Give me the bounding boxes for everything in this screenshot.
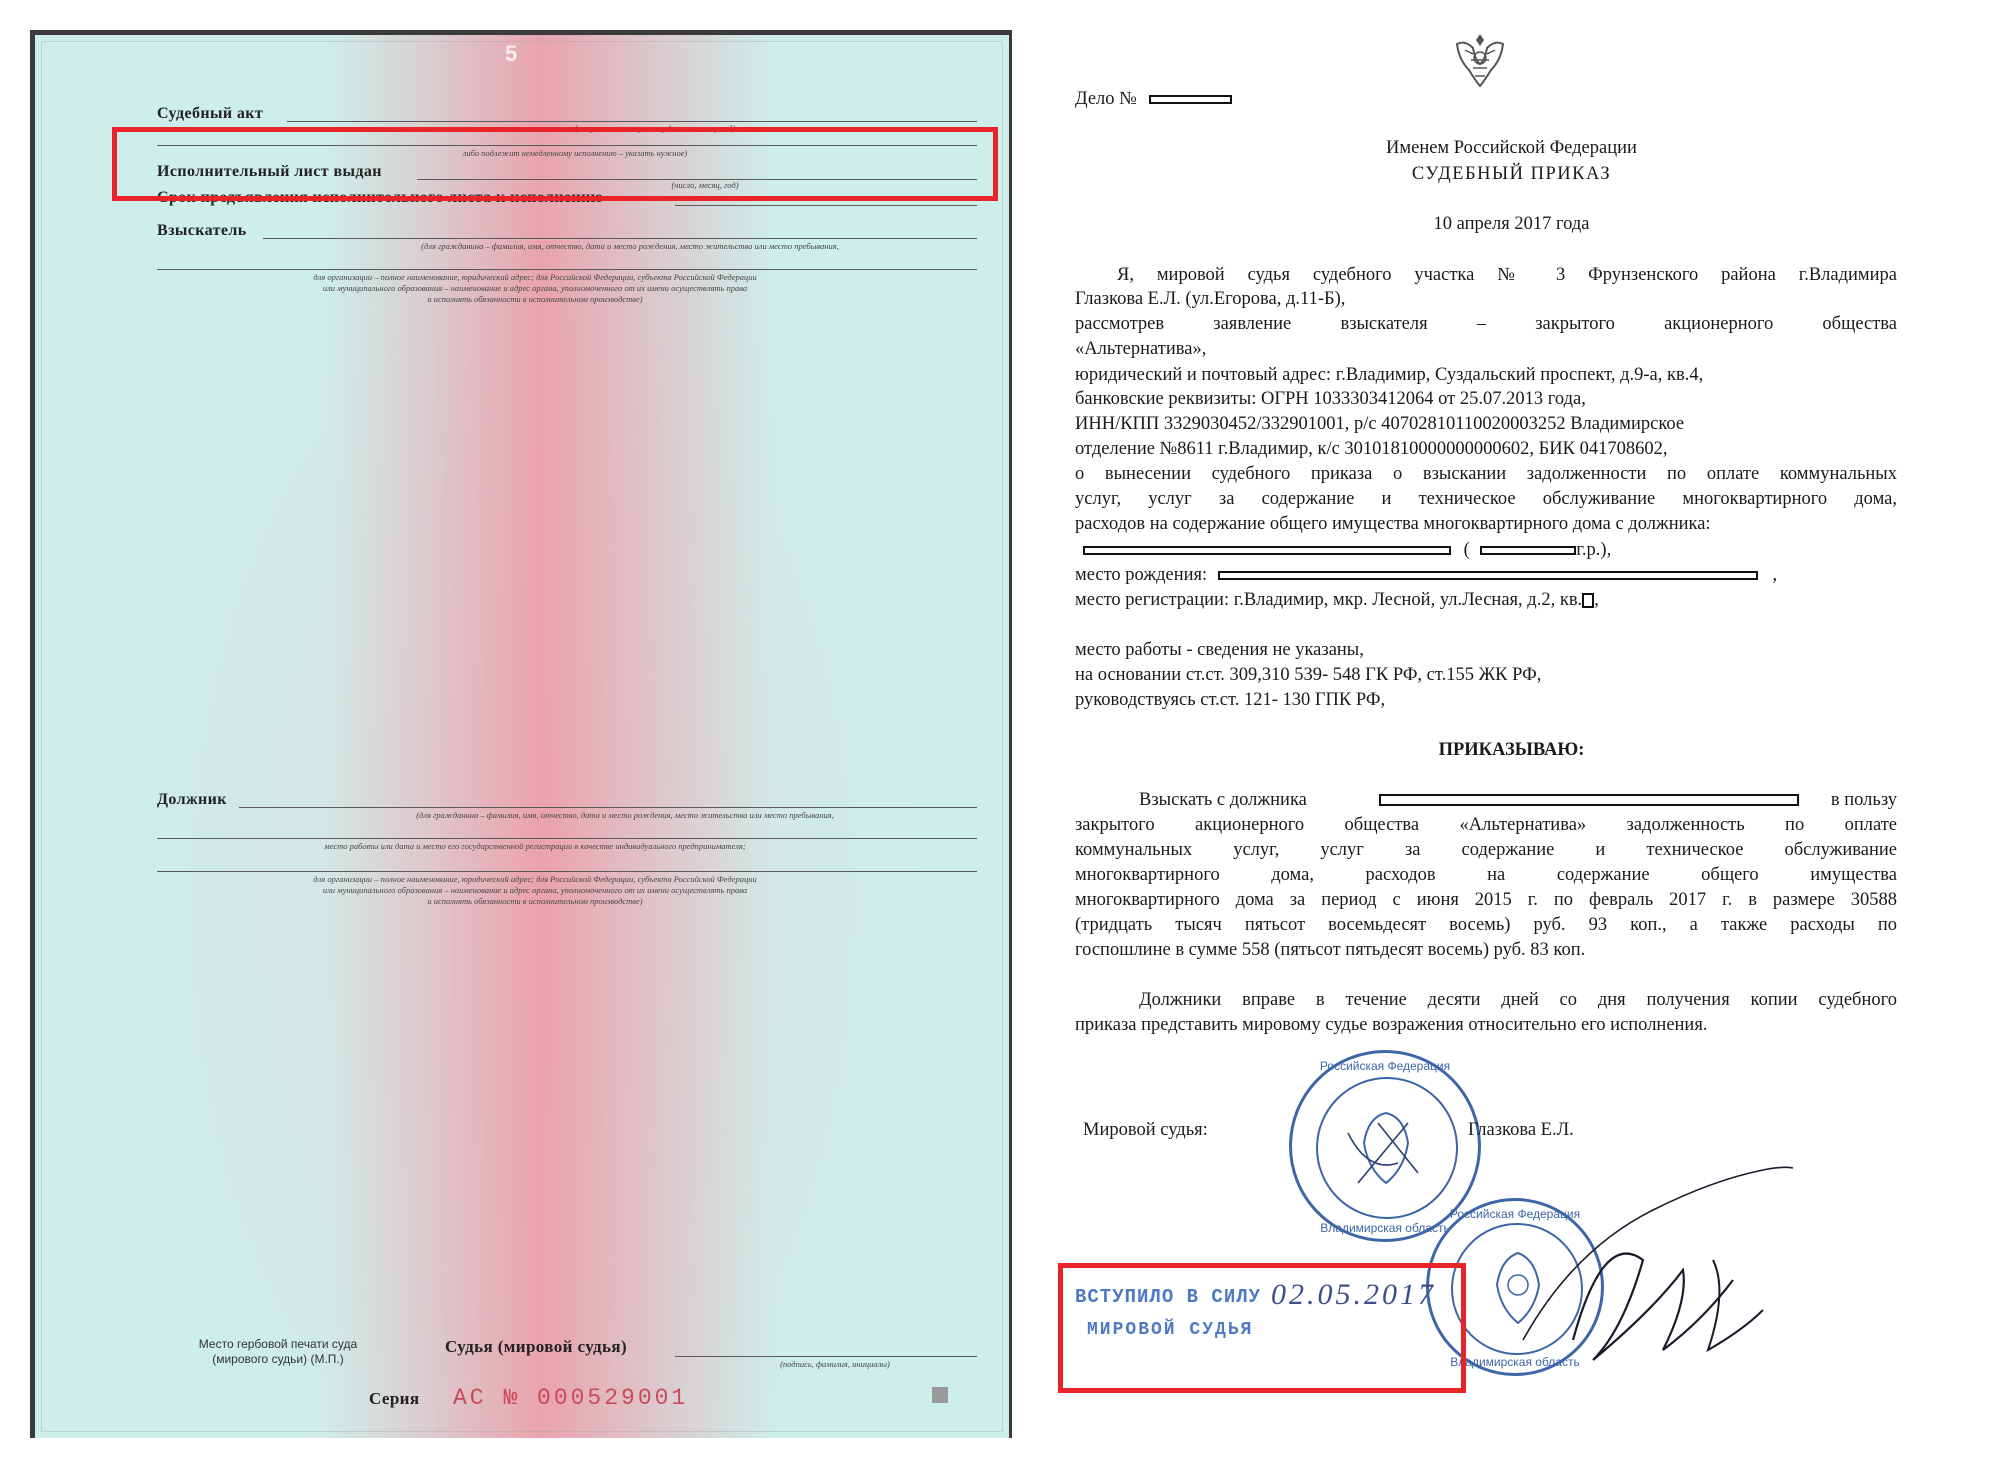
birthplace-line [1075, 563, 1777, 587]
signature-name: Глазкова Е.Л. [1468, 1120, 1574, 1140]
judge-signature-icon [1513, 1110, 1813, 1390]
round-seal-2-top-text: Российская Федерация [1449, 1207, 1581, 1221]
series-number: АС № 000529001 [453, 1385, 689, 1411]
issued-hint: (число, месяц, год) [671, 180, 739, 190]
address-line-2: банковские реквизиты: ОГРН 1033303412064 от 25.07.2013 года, [1075, 389, 1586, 409]
corner-mark [932, 1387, 948, 1403]
order-date: 10 апреля 2017 года [1433, 214, 1590, 234]
case-label: Дело № [1075, 89, 1137, 109]
order-line-5: многоквартирного дома за период с июня 2015 г. по февраль 2017 г. в размере 30588 [1075, 890, 1897, 910]
request-line-1: о вынесении судебного приказа о взыскании задолженности по оплате коммунальных [1075, 464, 1897, 484]
birthplace-label: место рождения: [1075, 565, 1208, 585]
redacted-birthplace [1218, 571, 1758, 580]
order-line-1-start: Взыскать с должника [1139, 790, 1307, 810]
court-act-hint: (вступил в законную силу (число, месяц, год) [574, 123, 736, 133]
order-line-6: (тридцать тысяч пятьсот восемьдесят восемь) руб. 93 коп., а также расходы по [1075, 915, 1897, 935]
entry-stamp-line-1: ВСТУПИЛО В СИЛУ [1075, 1286, 1262, 1308]
judge-line [675, 1356, 977, 1357]
birth-year-suffix: г.р.), [1576, 540, 1612, 560]
intro-line-1: Я, мировой судья судебного участка № 3 Фрунзенского района г.Владимира [1117, 265, 1897, 285]
claimant-label: Взыскатель [157, 222, 247, 239]
order-line-2: закрытого акционерного общества «Альтернатива» задолженность по оплате [1075, 815, 1897, 835]
claimant-org-hint-2: или муниципального образования – наименование и адрес органа, уполномоченного от их имени осуществлять права [322, 283, 748, 293]
claimant-org-hint-1: для организации – полное наименование, юридический адрес; для Российской Федерации, субъекта Российской Федерации [313, 272, 757, 282]
judge-label: Судья (мировой судья) [445, 1337, 628, 1356]
entry-stamp-line-2: МИРОВОЙ СУДЬЯ [1087, 1320, 1254, 1340]
address-line-3: ИНН/КПП 3329030452/332901001, р/с 40702810110020003252 Владимирское [1075, 414, 1685, 434]
registration-text: место регистрации: г.Владимир, мкр. Лесной, ул.Лесная, д.2, кв. [1075, 590, 1583, 610]
immediate-hint: либо подлежит немедленному исполнению – указать нужное) [462, 148, 688, 158]
request-line-2: услуг, услуг за содержание и техническое обслуживание многоквартирного дома, [1075, 489, 1897, 509]
debtor-org-hint-1: для организации – полное наименование, юридический адрес; для Российской Федерации, субъекта Российской Федерации [313, 874, 757, 884]
round-seal-1-emblem-icon [1338, 1103, 1434, 1193]
claimant-person-hint: (для гражданина – фамилия, имя, отчество, дата и место рождения, место жительства или место пребывания, [421, 241, 839, 251]
debtor-org-hint-3: и исполнять обязанности в исполнительном производстве) [427, 896, 643, 906]
coat-of-arms-icon [1451, 30, 1509, 90]
rights-line-1: Должники вправе в течение десяти дней со дня получения копии судебного [1139, 990, 1897, 1010]
debtor-line-3 [157, 871, 977, 872]
signature-role: Мировой судья: [1083, 1120, 1208, 1140]
address-line-4: отделение №8611 г.Владимир, к/с 30101810000000000602, БИК 041708602, [1075, 439, 1668, 459]
page-number: 5 [505, 41, 518, 66]
rights-line-2: приказа представить мировому судье возражения относительно его исполнения. [1075, 1015, 1708, 1035]
intro-line-3: рассмотрев заявление взыскателя – закрытого акционерного общества [1075, 314, 1897, 334]
work-line: место работы - сведения не указаны, [1075, 640, 1364, 660]
redacted-flat-number [1582, 593, 1594, 608]
intro-line-4: «Альтернатива», [1075, 339, 1207, 359]
claimant-line [263, 238, 977, 239]
redacted-debtor-name [1083, 546, 1451, 555]
round-seal-1-top-text: Российская Федерация [1319, 1059, 1451, 1073]
registration-line [1075, 588, 1599, 612]
seal-note-line-2: (мирового судьи) (М.П.) [212, 1352, 344, 1366]
debtor-org-hint-2: или муниципального образования – наименование и адрес органа, уполномоченного от их имени осуществлять права [322, 885, 748, 895]
term-label: Срок предъявления исполнительного листа к исполнению [157, 189, 604, 206]
series-label: Серия [369, 1389, 420, 1408]
redacted-debtor-name-2 [1379, 794, 1799, 806]
open-paren: ( [1463, 540, 1470, 560]
intro-line-2: Глазкова Е.Л. (ул.Егорова, д.11-Б), [1075, 289, 1346, 309]
judge-hint: (подпись, фамилия, инициалы) [780, 1359, 890, 1369]
address-line-1: юридический и почтовый адрес: г.Владимир, Суздальский проспект, д.9-а, кв.4, [1075, 365, 1704, 385]
redacted-case-number [1149, 95, 1232, 104]
execution-sheet [30, 30, 1012, 1438]
registration-comma: , [1594, 590, 1599, 610]
highlight-entry-stamp-frame [1058, 1263, 1466, 1393]
seal-note-line-1: Место гербовой печати суда [198, 1337, 358, 1351]
debtor-label: Должник [157, 791, 227, 808]
header-federation: Именем Российской Федерации [1386, 138, 1637, 158]
case-number-line [1075, 87, 1232, 111]
court-act-line [287, 121, 977, 122]
order-line-4: многоквартирного дома, расходов на содержание общего имущества [1075, 865, 1897, 885]
debtor-work-hint: место работы или дата и место его государственной регистрации в качестве индивидуального предпринимателя; [324, 841, 746, 851]
request-line-3: расходов на содержание общего имущества многоквартирного дома с должника: [1075, 514, 1711, 534]
birthplace-comma: , [1772, 565, 1778, 585]
issued-label: Исполнительный лист выдан [157, 163, 382, 180]
header-court-order: СУДЕБНЫЙ ПРИКАЗ [1411, 164, 1612, 184]
court-order-document [1043, 30, 1980, 1425]
debtor-identity-line [1083, 538, 1611, 562]
order-heading: ПРИКАЗЫВАЮ: [1438, 740, 1585, 760]
term-line [675, 205, 977, 206]
claimant-org-hint-3: и исполнять обязанности в исполнительном производстве) [427, 294, 643, 304]
seal-place-note [173, 1337, 383, 1367]
claimant-line-2 [157, 269, 977, 270]
order-line-3: коммунальных услуг, услуг за содержание и техническое обслуживание [1075, 840, 1897, 860]
court-act-label: Судебный акт [157, 105, 264, 122]
order-line-7: госпошлине в сумме 558 (пятьсот пятьдесят восемь) руб. 83 коп. [1075, 940, 1586, 960]
redacted-birth-year [1480, 546, 1576, 555]
debtor-line-2 [157, 838, 977, 839]
debtor-line [239, 807, 977, 808]
entry-stamp-date: 02.05.2017 [1271, 1278, 1436, 1311]
debtor-person-hint: (для гражданина – фамилия, имя, отчество, дата и место рождения, место жительства или место пребывания, [416, 810, 834, 820]
basis-line: на основании ст.ст. 309,310 539- 548 ГК РФ, ст.155 ЖК РФ, [1075, 665, 1542, 685]
highlight-issued-frame [112, 127, 998, 201]
round-seal-1-bottom-text: Владимирская область [1320, 1221, 1450, 1235]
guided-line: руководствуясь ст.ст. 121- 130 ГПК РФ, [1075, 690, 1386, 710]
round-seal-2-bottom-text: Владимирская область [1450, 1355, 1580, 1369]
order-line-1-end: в пользу [1830, 790, 1897, 810]
